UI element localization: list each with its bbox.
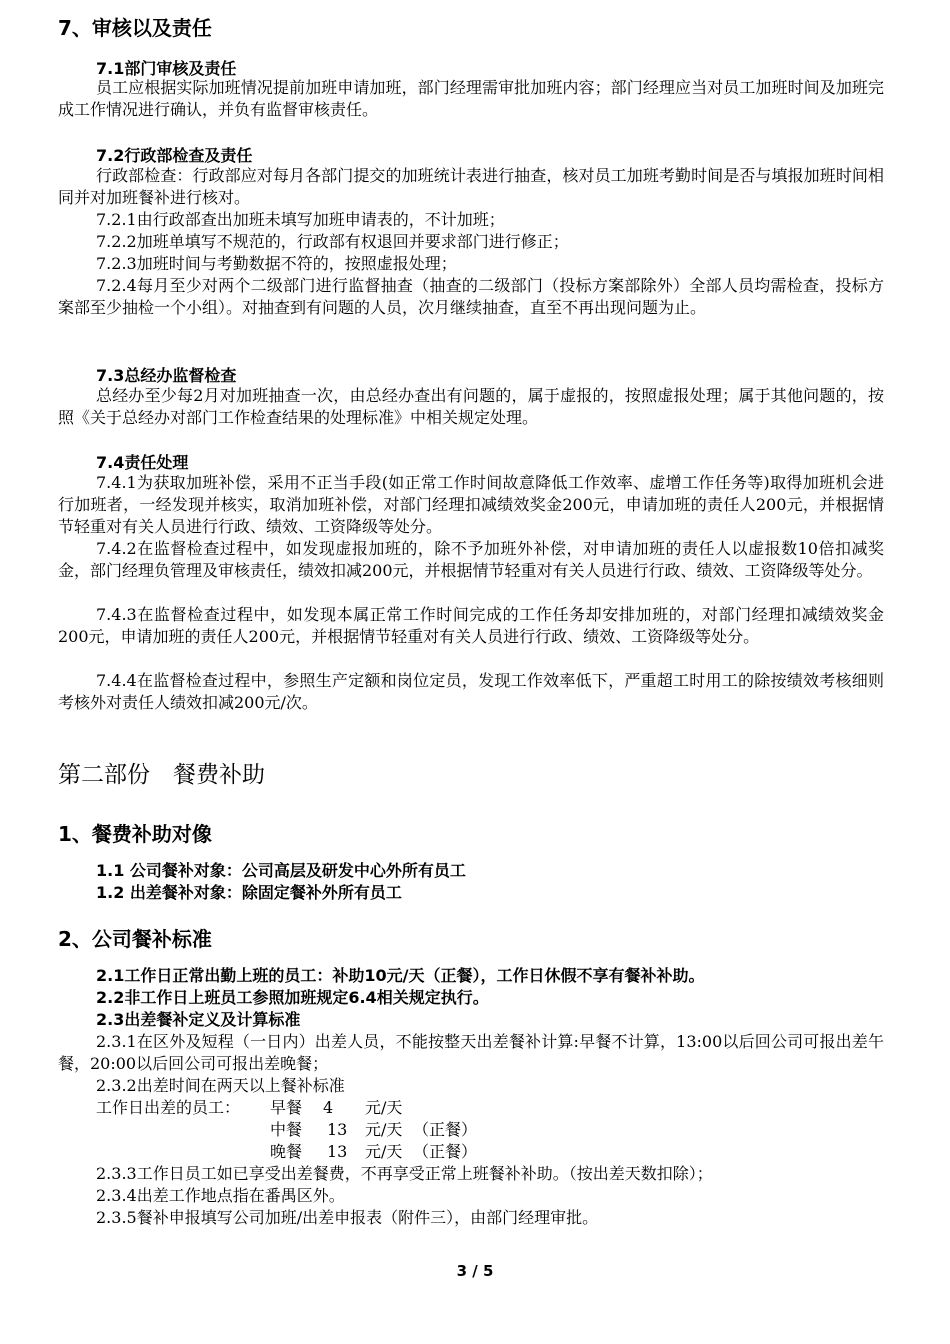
- section-7-1-heading: 7.1部门审核及责任: [96, 59, 237, 78]
- meal-name: 中餐: [270, 1120, 303, 1139]
- item-2-2: 2.2非工作日上班员工参照加班规定6.4相关规定执行。: [96, 988, 489, 1007]
- part-2-title: 第二部份 餐费补助: [58, 762, 265, 788]
- meal-unit: 元/天: [365, 1142, 403, 1161]
- item-2-3-3: 2.3.3工作日员工如已享受出差餐费，不再享受正常上班餐补补助。（按出差天数扣除）；: [96, 1164, 713, 1183]
- item-2-1: 2.1工作日正常出勤上班的员工：补助10元/天（正餐），工作日休假不享有餐补补助。: [96, 966, 705, 985]
- section-1-heading: 1、餐费补助对像: [58, 822, 212, 846]
- item-2-3: 2.3出差餐补定义及计算标准: [96, 1010, 301, 1029]
- meal-row-dinner: [0, 1141, 950, 1163]
- meal-note: （正餐）: [413, 1120, 478, 1139]
- item-7-4-1: 7.4.1为获取加班补偿，采用不正当手段(如正常工作时间故意降低工作效率、虚增工作任务等)取得加班机会进行加班者，一经发现并核实，取消加班补偿，对部门经理扣减绩效奖金200元，申请加班的责任人200元，并根据情节轻重对有关人员进行行政、绩效、工资降级等处分。: [58, 473, 884, 536]
- item-2-3-1: 2.3.1在区外及短程（一日内）出差人员，不能按整天出差餐补计算:早餐不计算，13:00以后回公司可报出差午餐，20:00以后回公司可报出差晚餐；: [58, 1032, 884, 1073]
- section-7-2-paragraph: 行政部检查：行政部应对每月各部门提交的加班统计表进行抽查，核对员工加班考勤时间是否与填报加班时间相同并对加班餐补进行核对。: [58, 166, 884, 207]
- meal-row-breakfast: [0, 1097, 950, 1119]
- item-1-1: 1.1 公司餐补对象：公司高层及研发中心外所有员工: [96, 861, 466, 880]
- section-7-heading: 7、审核以及责任: [58, 16, 212, 40]
- meal-amount: 4: [323, 1098, 334, 1117]
- item-2-3-4: 2.3.4出差工作地点指在番禺区外。: [96, 1186, 345, 1205]
- meal-name: 晚餐: [270, 1142, 303, 1161]
- item-1-2: 1.2 出差餐补对象：除固定餐补外所有员工: [96, 883, 402, 902]
- section-7-2-heading: 7.2行政部检查及责任: [96, 146, 253, 165]
- section-7-4-heading: 7.4责任处理: [96, 453, 189, 472]
- meal-name: 早餐: [270, 1098, 303, 1117]
- item-7-2-4: 7.2.4每月至少对两个二级部门进行监督抽查（抽查的二级部门（投标方案部除外）全部人员均需检查，投标方案部至少抽检一个小组）。对抽查到有问题的人员，次月继续抽查，直至不再出现问题为止。: [58, 276, 884, 317]
- item-7-2-2: 7.2.2加班单填写不规范的，行政部有权退回并要求部门进行修正；: [96, 232, 569, 251]
- section-7-3-paragraph: 总经办至少每2月对加班抽查一次，由总经办查出有问题的，属于虚报的，按照虚报处理；属于其他问题的，按照《关于总经办对部门工作检查结果的处理标准》中相关规定处理。: [58, 386, 884, 427]
- meal-row-lunch: [0, 1119, 950, 1141]
- item-7-4-3: 7.4.3在监督检查过程中，如发现本属正常工作时间完成的工作任务却安排加班的，对部门经理扣减绩效奖金200元，申请加班的责任人200元，并根据情节轻重对有关人员进行行政、绩效、工资降级等处分。: [58, 605, 884, 646]
- item-7-4-2: 7.4.2在监督检查过程中，如发现虚报加班的，除不予加班外补偿，对申请加班的责任人以虚报数10倍扣减奖金，部门经理负管理及审核责任，绩效扣减200元，并根据情节轻重对有关人员进行行政、绩效、工资降级等处分。: [58, 539, 884, 580]
- page-number: 3 / 5: [456, 1262, 494, 1280]
- meal-unit: 元/天: [365, 1098, 403, 1117]
- meal-amount: 13: [327, 1142, 348, 1161]
- section-2-heading: 2、公司餐补标准: [58, 927, 212, 951]
- section-7-3-heading: 7.3总经办监督检查: [96, 366, 237, 385]
- meal-unit: 元/天: [365, 1120, 403, 1139]
- item-2-3-2: 2.3.2出差时间在两天以上餐补标准: [96, 1076, 345, 1095]
- meal-amount: 13: [327, 1120, 348, 1139]
- item-7-2-3: 7.2.3加班时间与考勤数据不符的，按照虚报处理；: [96, 254, 457, 273]
- item-7-4-4: 7.4.4在监督检查过程中，参照生产定额和岗位定员，发现工作效率低下，严重超工时用工的除按绩效考核细则考核外对责任人绩效扣减200元/次。: [58, 671, 884, 712]
- item-7-2-1: 7.2.1由行政部查出加班未填写加班申请表的，不计加班；: [96, 210, 505, 229]
- meal-note: （正餐）: [413, 1142, 478, 1161]
- meal-standard-label: 工作日出差的员工：: [96, 1098, 241, 1117]
- item-2-3-5: 2.3.5餐补申报填写公司加班/出差申报表（附件三），由部门经理审批。: [96, 1208, 599, 1227]
- section-7-1-paragraph: 员工应根据实际加班情况提前加班申请加班，部门经理需审批加班内容；部门经理应当对员工加班时间及加班完成工作情况进行确认，并负有监督审核责任。: [58, 78, 884, 119]
